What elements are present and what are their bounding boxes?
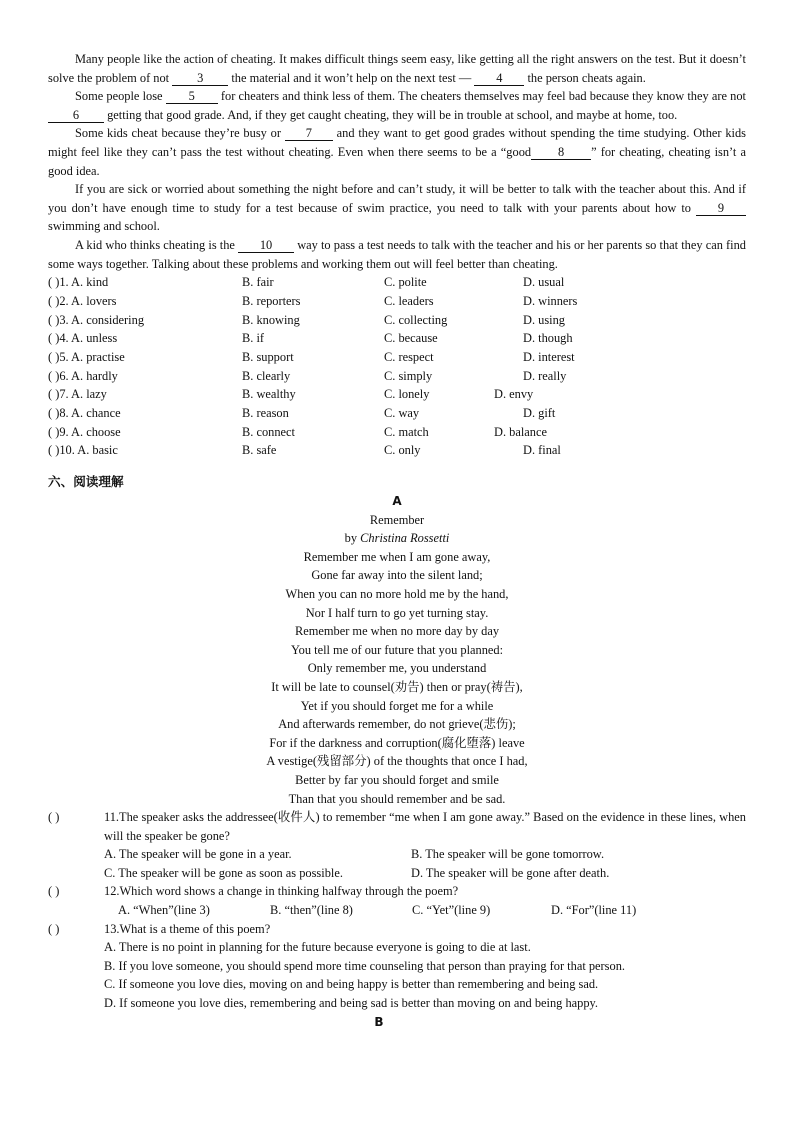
poem-line: For if the darkness and corruption(腐化堕落) leave [269,735,525,750]
answer-slot[interactable]: ( ) [48,921,60,936]
option-d[interactable]: D. The speaker will be gone after death. [411,865,610,880]
option-c[interactable]: C. way [384,405,420,420]
poem-line: And afterwards remember, do not grieve(悲伤); [278,717,516,732]
blank-4[interactable]: 4 [474,71,524,86]
question-stem: 13.What is a theme of this poem? [104,921,271,936]
option-c[interactable]: C. collecting [384,312,448,327]
poem-line: A vestige(残留部分) of the thoughts that once I had, [266,754,528,769]
poem-line: Only remember me, you understand [307,661,487,676]
option-a[interactable]: ( )3. A. considering [48,312,145,327]
option-b[interactable]: B. The speaker will be gone tomorrow. [411,847,605,862]
option-d[interactable]: D. winners [523,293,578,308]
cloze-options [48,273,746,460]
poem-line: Gone far away into the silent land; [311,568,483,583]
text-segment: the material and it won’t help on the next test — [228,70,475,85]
cloze-paragraph-5 [48,236,746,273]
question-11 [48,808,746,845]
poem-line: Nor I half turn to go yet turning stay. [305,605,489,620]
option-d[interactable]: D. using [523,312,565,327]
option-a[interactable]: ( )10. A. basic [48,443,118,458]
text-segment: way to pass a test needs to talk with the teacher and his or her parents so that they can find some ways together. Talking about these problems and working them out will feel better than cheating. [48,237,746,271]
question-stem: 12.Which word shows a change in thinking halfway through the poem? [104,884,459,899]
option-c[interactable]: C. lonely [384,387,430,402]
option-d[interactable]: D. If someone you love dies, remembering and being sad is better than moving on and being happy. [104,996,599,1011]
option-row-8 [48,404,746,423]
option-c[interactable]: C. only [384,443,421,458]
poem-title: Remember [369,512,425,527]
option-a[interactable]: A. The speaker will be gone in a year. [104,847,292,862]
option-b[interactable]: B. support [242,349,294,364]
option-a[interactable]: ( )7. A. lazy [48,387,107,402]
option-b[interactable]: B. knowing [242,312,300,327]
blank-5[interactable]: 5 [166,89,218,104]
option-c[interactable]: C. match [384,424,429,439]
option-a[interactable]: ( )1. A. kind [48,275,109,290]
blank-9[interactable]: 9 [696,201,746,216]
option-c[interactable]: C. respect [384,349,434,364]
option-row-1 [48,273,746,292]
option-b[interactable]: B. If you love someone, you should spend more time counseling that person than praying for that person. [104,958,625,973]
option-d[interactable]: D. really [523,368,567,383]
poem-byline [48,529,746,548]
option-row-7 [48,385,746,404]
poem-author: Christina Rossetti [360,531,450,546]
option-a[interactable]: ( )5. A. practise [48,349,125,364]
section-title: 六、阅读理解 [48,474,124,489]
option-d[interactable]: D. balance [494,424,547,439]
option-c[interactable]: C. polite [384,275,427,290]
option-b[interactable]: B. fair [242,275,274,290]
option-d[interactable]: D. though [523,331,573,346]
poem [48,492,746,808]
text-segment: getting that good grade. And, if they get caught cheating, they will be in trouble at school, and maybe at home, too. [104,107,678,122]
option-c[interactable]: C. leaders [384,293,434,308]
option-b[interactable]: B. safe [242,443,277,458]
answer-slot[interactable]: ( ) [48,810,60,825]
question-11-options-row-2 [48,864,746,883]
text-segment: A kid who thinks cheating is the [75,237,239,252]
text-segment: for cheaters and think less of them. The cheaters themselves may feel bad because they know they are not [217,89,746,104]
blank-6[interactable]: 6 [48,108,104,123]
option-d[interactable]: D. “For”(line 11) [551,903,637,918]
option-d[interactable]: D. final [523,443,561,458]
text-segment: Many people like the action of cheating. It makes difficult things seem easy, like getting all the right answers on the test. But it doesn’t solve the problem of not [48,52,746,85]
poem-line: Than that you should remember and be sad. [288,791,506,806]
option-row-10 [48,441,746,460]
byline-prefix: by [344,531,361,546]
cloze-paragraph-2 [48,87,746,124]
option-d[interactable]: D. envy [494,387,534,402]
option-c[interactable]: C. If someone you love dies, moving on and being happy is better than remembering and being sad. [104,977,599,992]
option-a[interactable]: ( )9. A. choose [48,424,121,439]
option-a[interactable]: A. There is no point in planning for the future because everyone is going to die at last. [104,940,531,955]
worksheet-page [48,50,746,1031]
option-a[interactable]: A. “When”(line 3) [118,903,210,918]
blank-7[interactable]: 7 [285,126,333,141]
option-b[interactable]: B. clearly [242,368,291,383]
option-b[interactable]: B. reason [242,405,289,420]
option-a[interactable]: ( )4. A. unless [48,331,118,346]
option-row-9 [48,423,746,442]
option-b[interactable]: B. if [242,331,265,346]
text-segment: the person cheats again. [524,70,646,85]
poem-line: Remember me when no more day by day [294,624,500,639]
text-segment: ” for cheating, cheating isn’t a good idea. [48,144,746,178]
blank-8[interactable]: 8 [531,145,591,160]
option-a[interactable]: ( )6. A. hardly [48,368,118,383]
text-segment: If you are sick or worried about something the night before and can’t study, it will be better to talk with the teacher about this. And if you don’t have enough time to study for a test because of swim practice, you need to talk with your parents about how to [48,182,746,215]
option-a[interactable]: ( )8. A. chance [48,405,121,420]
option-row-4 [48,329,746,348]
option-a[interactable]: ( )2. A. lovers [48,293,117,308]
option-b[interactable]: B. reporters [242,293,301,308]
option-d[interactable]: D. gift [523,405,556,420]
cloze-paragraph-1 [48,50,746,87]
option-c[interactable]: C. The speaker will be gone as soon as possible. [104,865,343,880]
option-row-3 [48,311,746,330]
passage-a-label: A [392,494,402,508]
question-12 [48,882,746,901]
poem-line: You tell me of our future that you planned: [290,642,504,657]
question-stem: 11.The speaker asks the addressee(收件人) to remember “me when I am gone away.” Based on the evidence in these lines, when will the speaker be gone? [104,810,746,843]
option-b[interactable]: B. wealthy [242,387,296,402]
option-c[interactable]: C. “Yet”(line 9) [412,903,491,918]
cloze-paragraph-3 [48,124,746,180]
text-segment: swimming and school. [48,219,160,234]
poem-line: Yet if you should forget me for a while [300,698,494,713]
poem-line: When you can no more hold me by the hand, [285,586,509,601]
cloze-paragraph-4 [48,180,746,236]
blank-10[interactable]: 10 [238,238,294,253]
poem-line: It will be late to counsel(劝告) then or pray(祷告), [271,679,523,694]
question-12-options [48,901,746,920]
option-c[interactable]: C. because [384,331,438,346]
poem-line: Remember me when I am gone away, [303,549,491,564]
question-11-options-row-1 [48,845,746,864]
option-row-6 [48,367,746,386]
blank-3[interactable]: 3 [172,71,228,86]
answer-slot[interactable]: ( ) [48,884,60,899]
passage-b-label: B [374,1014,384,1029]
option-b[interactable]: B. connect [242,424,295,439]
option-d[interactable]: D. interest [523,349,575,364]
text-segment: Some people lose [75,89,166,104]
poem-line: Better by far you should forget and smile [295,772,499,787]
text-segment: and they want to get good grades without spending the time studying. Other kids might feel like they can’t pass the test without cheating. Even when there seems to be a “good [48,126,746,159]
option-c[interactable]: C. simply [384,368,433,383]
question-13 [48,920,746,939]
option-row-2 [48,292,746,311]
text-segment: Some kids cheat because they’re busy or [75,126,285,141]
option-b[interactable]: B. “then”(line 8) [270,903,353,918]
option-row-5 [48,348,746,367]
option-d[interactable]: D. usual [523,275,565,290]
